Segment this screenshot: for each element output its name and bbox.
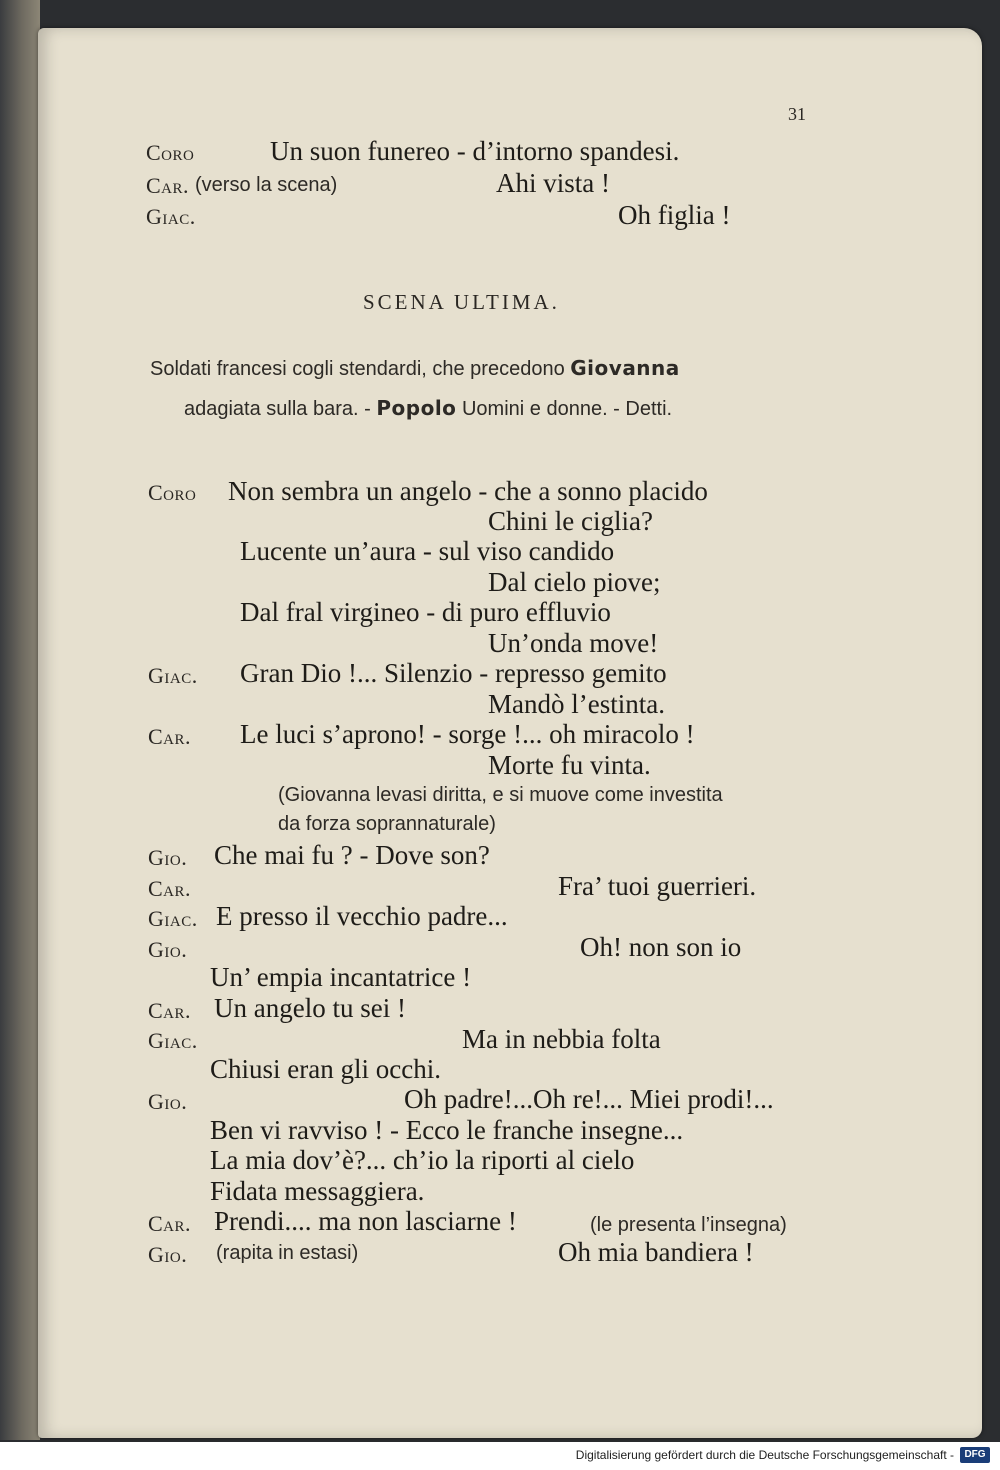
verse-line: Ma in nebbia folta [462, 1024, 661, 1054]
verse-line: Ben vi ravviso ! - Ecco le franche insegne... [210, 1115, 684, 1145]
verse-line: Ahi vista ! [496, 168, 610, 198]
stage-direction: (Giovanna levasi diritta, e si muove come investita [278, 784, 723, 806]
verse-line: Un’onda move! [488, 628, 659, 658]
speaker-label: Gio. [148, 937, 188, 962]
verse-line: Fidata messaggiera. [210, 1176, 425, 1206]
speaker-label: Car. [148, 998, 192, 1023]
speaker-label: Car. [146, 173, 190, 198]
book-page [38, 28, 982, 1438]
verse-line: Prendi.... ma non lasciarne ! [214, 1206, 517, 1236]
speaker-label: Giac. [148, 663, 198, 688]
stage-direction: (rapita in estasi) [216, 1242, 359, 1264]
scene-description-line-1 [150, 356, 680, 381]
page-number: 31 [788, 104, 806, 124]
speaker-label: Coro [148, 480, 197, 505]
funding-credit: Digitalisierung gefördert durch die Deutsche Forschungsgemeinschaft - [575, 1448, 954, 1462]
verse-line: Lucente un’aura - sul viso candido [240, 536, 615, 566]
speaker-label: Giac. [148, 1028, 198, 1053]
scene-description-line-2 [184, 396, 672, 421]
speaker-label: Giac. [148, 906, 198, 931]
verse-line: La mia dov’è?... ch’io la riporti al cielo [210, 1145, 635, 1175]
verse-line: Chini le ciglia? [488, 506, 653, 536]
speaker-label: Gio. [148, 1242, 188, 1267]
verse-line: Oh figlia ! [618, 200, 731, 230]
scene-description-text: adagiata sulla bara. - [184, 398, 371, 420]
verse-line: Un suon funereo - d’intorno spandesi. [270, 136, 680, 166]
scene-title: SCENA ULTIMA. [363, 290, 560, 314]
verse-line: Chiusi eran gli occhi. [210, 1054, 441, 1084]
verse-line: Le luci s’aprono! - sorge !... oh miracolo ! [240, 719, 695, 749]
speaker-label: Coro [146, 140, 195, 165]
verse-line: E presso il vecchio padre... [216, 901, 508, 931]
verse-line: Che mai fu ? - Dove son? [214, 840, 490, 870]
stage-direction: (verso la scena) [195, 174, 338, 196]
verse-line: Dal fral virgineo - di puro effluvio [240, 597, 611, 627]
verse-line: Morte fu vinta. [488, 750, 651, 780]
character-name: Giovanna [570, 356, 680, 380]
stage-direction: da forza soprannaturale) [278, 813, 496, 835]
scene-description-text: Soldati francesi cogli stendardi, che precedono [150, 358, 565, 380]
dfg-logo: DFG [960, 1447, 990, 1463]
verse-line: Un angelo tu sei ! [214, 993, 406, 1023]
speaker-label: Giac. [146, 204, 196, 229]
verse-line: Fra’ tuoi guerrieri. [558, 871, 757, 901]
character-name: Popolo [376, 396, 457, 420]
verse-line: Dal cielo piove; [488, 567, 661, 597]
verse-line: Oh mia bandiera ! [558, 1237, 754, 1267]
verse-line: Oh padre!...Oh re!... Miei prodi!... [404, 1084, 774, 1114]
verse-line: Oh! non son io [580, 932, 742, 962]
speaker-label: Car. [148, 724, 192, 749]
scene-description-text: Uomini e donne. - Detti. [461, 398, 673, 420]
verse-line: Gran Dio !... Silenzio - represso gemito [240, 658, 667, 688]
speaker-label: Car. [148, 1211, 192, 1236]
speaker-label: Car. [148, 876, 192, 901]
stage-direction: (le presenta l’insegna) [590, 1214, 787, 1236]
speaker-label: Gio. [148, 845, 188, 870]
verse-line: Non sembra un angelo - che a sonno placido [228, 476, 708, 506]
speaker-label: Gio. [148, 1089, 188, 1114]
book-binding [0, 0, 40, 1440]
verse-line: Mandò l’estinta. [488, 689, 665, 719]
verse-line: Un’ empia incantatrice ! [210, 962, 472, 992]
digitization-footer [0, 1442, 1000, 1470]
